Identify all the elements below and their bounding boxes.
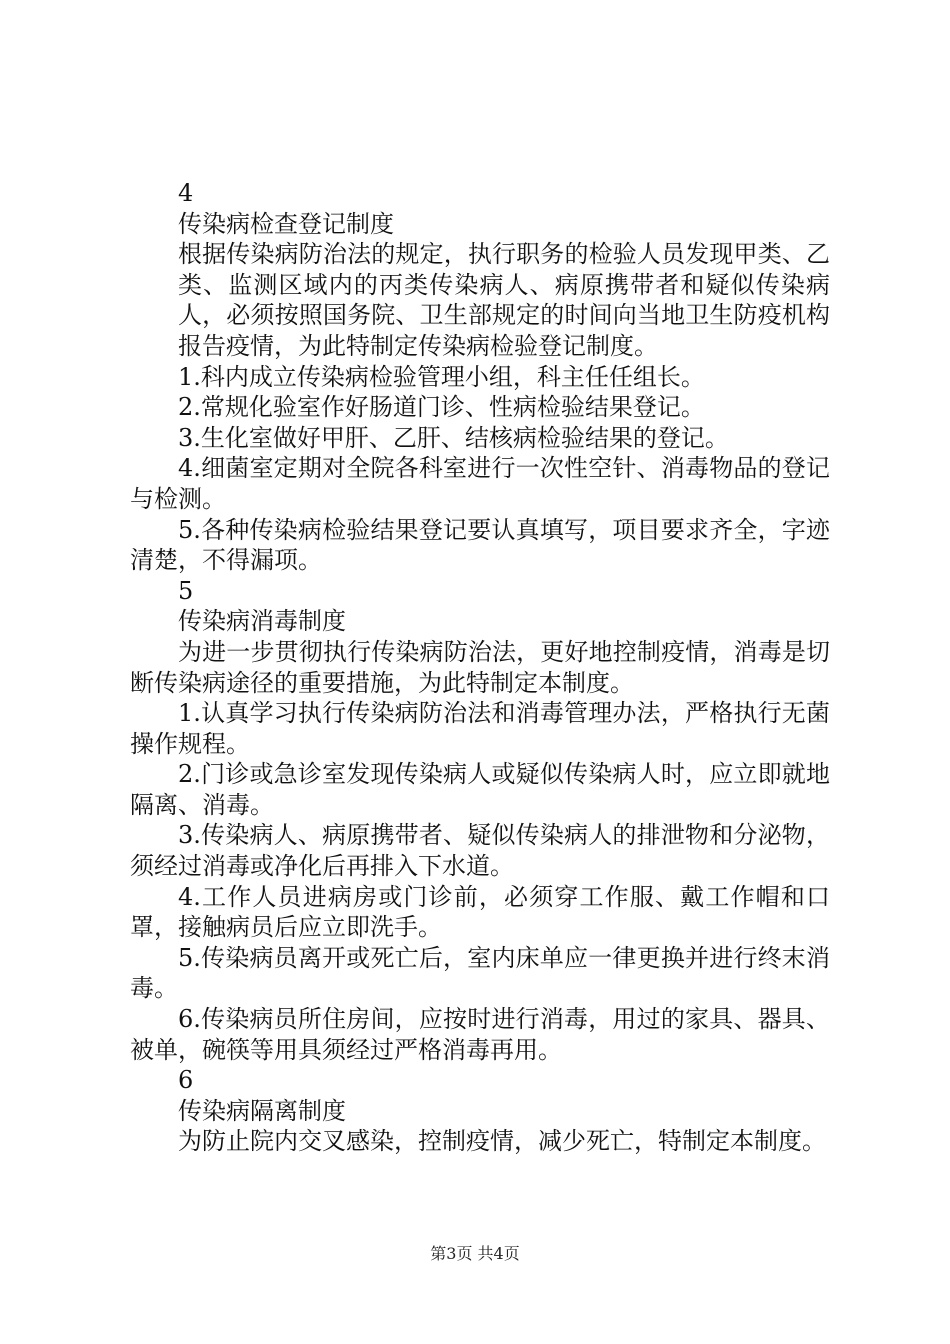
list-item: [130, 362, 830, 393]
list-item: [130, 392, 830, 423]
list-item-text: 1.科内成立传染病检验管理小组，科主任任组长。: [178, 362, 705, 391]
list-item-text: 2.门诊或急诊室发现传染病人或疑似传染病人时，应立即就地隔离、消毒。: [130, 760, 830, 819]
list-item: [130, 698, 830, 759]
list-item: [130, 423, 830, 454]
section-number: 6: [178, 1066, 194, 1095]
list-item: [130, 515, 830, 576]
section-intro-text: 为进一步贯彻执行传染病防治法，更好地控制疫情，消毒是切断传染病途径的重要措施，为此特制定本制度。: [130, 637, 830, 697]
document-body: [130, 178, 830, 1157]
list-item-text: 1.认真学习执行传染病防治法和消毒管理办法，严格执行无菌操作规程。: [130, 699, 830, 758]
list-item: [130, 1004, 830, 1065]
list-item-text: 6.传染病员所住房间，应按时进行消毒，用过的家具、器具、被单，碗筷等用具须经过严格消毒再用。: [130, 1005, 830, 1064]
list-item-text: 4.工作人员进病房或门诊前，必须穿工作服、戴工作帽和口罩，接触病员后应立即洗手。: [130, 882, 830, 942]
section-intro: [130, 239, 830, 361]
list-item-text: 3.传染病人、病原携带者、疑似传染病人的排泄物和分泌物，须经过消毒或净化后再排入下水道。: [130, 821, 830, 881]
list-item-text: 2.常规化验室作好肠道门诊、性病检验结果登记。: [178, 393, 705, 422]
section-intro-text: 为防止院内交叉感染，控制疫情，减少死亡，特制定本制度。: [178, 1127, 826, 1156]
list-item: [130, 882, 830, 943]
section-number: 4: [178, 179, 194, 207]
list-item: [130, 759, 830, 820]
section-title: 传染病消毒制度: [178, 607, 346, 636]
section-title: 传染病隔离制度: [178, 1096, 346, 1125]
list-item: [130, 453, 830, 514]
list-item-text: 3.生化室做好甲肝、乙肝、结核病检验结果的登记。: [178, 423, 729, 452]
section-number: 5: [178, 576, 194, 605]
section-intro-text: 根据传染病防治法的规定，执行职务的检验人员发现甲类、乙类、监测区域内的丙类传染病人、病原携带者和疑似传染病人，必须按照国务院、卫生部规定的时间向当地卫生防疫机构报告疫情，为此特制定传染病检验登记制度。: [178, 240, 830, 360]
list-item-text: 5.各种传染病检验结果登记要认真填写，项目要求齐全，字迹清楚，不得漏项。: [130, 515, 830, 575]
list-item: [130, 943, 830, 1004]
page-footer: 第3页 共4页: [430, 1244, 520, 1263]
section-title: 传染病检查登记制度: [178, 209, 394, 238]
section-intro: [130, 637, 830, 698]
section-intro: [130, 1126, 830, 1157]
list-item-text: 5.传染病员离开或死亡后，室内床单应一律更换并进行终末消毒。: [130, 943, 830, 1003]
list-item-text: 4.细菌室定期对全院各科室进行一次性空针、消毒物品的登记与检测。: [130, 454, 830, 513]
list-item: [130, 820, 830, 881]
